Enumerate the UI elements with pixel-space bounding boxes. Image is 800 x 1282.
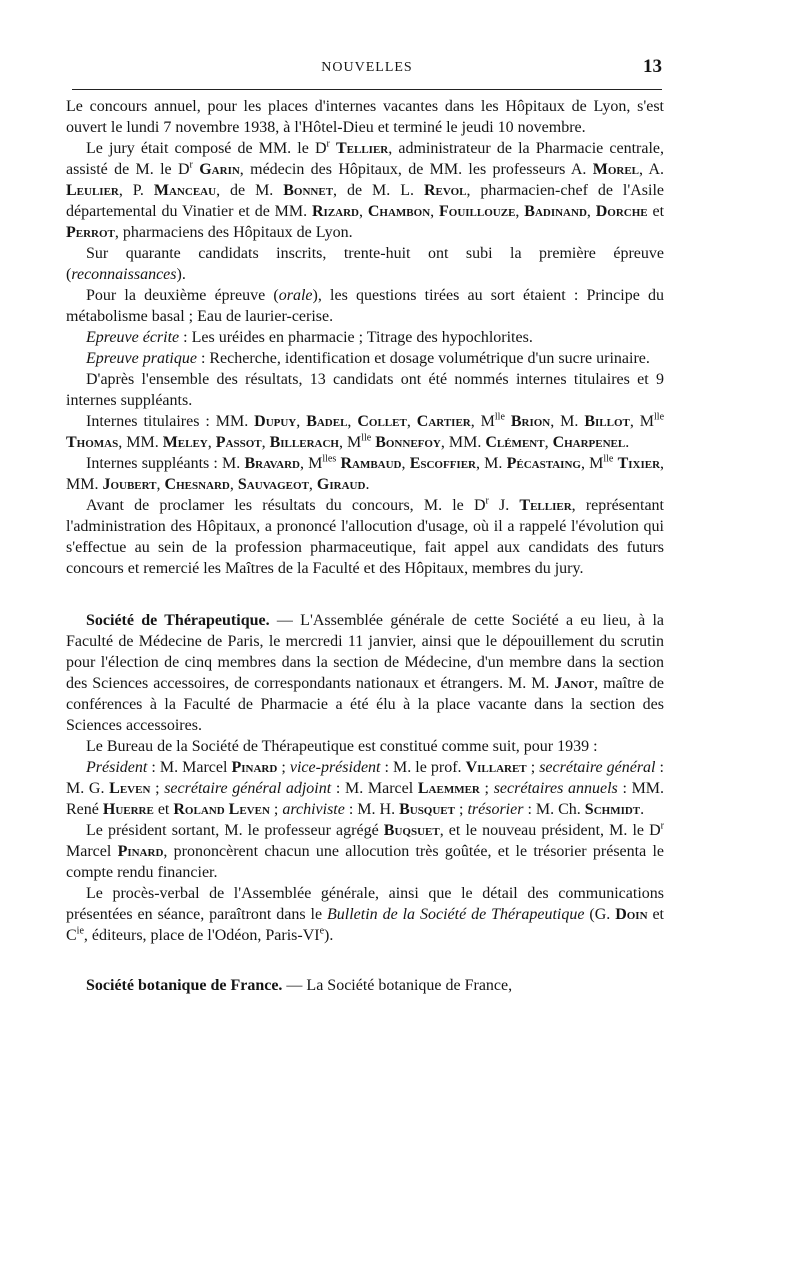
- section-spacer: [66, 579, 664, 610]
- header-rule: [72, 89, 662, 90]
- bureau-paragraph: Le Bureau de la Société de Thérapeutique est constitué comme suit, pour 1939 :: [86, 738, 598, 755]
- titular-interns-paragraph: Internes titulaires : MM. Dupuy, Badel, Collet, Cartier, $M^{lle}$ Brion, M. Billot, $M^{lle}$ Thomas, MM. Meley, Passot, Billerach, $M^{lle}$ Bonnefoy, MM. Clément, Charpenel.: [66, 411, 665, 451]
- botanique-intro-paragraph: Société botanique de France. — La Société botanique de France,: [86, 977, 513, 994]
- written-exam-paragraph: Epreuve écrite : Les uréides en pharmacie ; Titrage des hypochlorites.: [86, 329, 533, 346]
- article-body: [66, 96, 664, 996]
- lyon-intro-paragraph: Le concours annuel, pour les places d'internes vacantes dans les Hôpitaux de Lyon, s'est ouvert le lundi 7 novembre 1938, à l'Hôtel-Dieu et terminé le jeudi 10 novembre.: [66, 98, 664, 136]
- bureau-members-paragraph: Président : M. Marcel Pinard ; vice-président : M. le prof. Villaret ; secrétaire général : M. G. Leven ; secrétaire général adjoint : M. Marcel Laemmer ; secrétaires annuels : MM. René Huerre et Roland Leven ; archiviste : M. H. Busquet ; trésorier : M. Ch. Schmidt.: [66, 759, 665, 818]
- candidates-paragraph: Sur quarante candidats inscrits, trente-huit ont subi la première épreuve (reconnaissances).: [66, 245, 664, 283]
- section-heading-botanique: Société botanique de France.: [86, 977, 283, 994]
- page-number: 13: [643, 56, 662, 77]
- oral-exam-paragraph: Pour la deuxième épreuve (orale), les questions tirées au sort étaient : Principe du métabolisme basal ; Eau de laurier-cerise.: [66, 287, 665, 325]
- speech-paragraph: Avant de proclamer les résultats du concours, M. le $D^r$ J. Tellier, représentant l'administration des Hôpitaux, a prononcé l'allocution d'usage, où il a rappelé l'évolution qui s'effectue au sein de la profession pharmaceutique, fait appel aux candidats des futurs concours et remercié les Maîtres de la Faculté et des Hôpitaux, membres du jury.: [66, 495, 664, 577]
- results-paragraph: D'après l'ensemble des résultats, 13 candidats ont été nommés internes titulaires et 9 internes suppléants.: [66, 371, 664, 409]
- president-paragraph: Le président sortant, M. le professeur agrégé Buqsuet, et le nouveau président, M. le $D^r$ Marcel Pinard, prononcèrent chacun une allocution très goûtée, et le trésorier présenta le compte rendu financier.: [66, 820, 664, 881]
- page-header: [72, 56, 662, 80]
- section-heading-therapeutique: Société de Thérapeutique.: [86, 612, 270, 629]
- practical-exam-paragraph: Epreuve pratique : Recherche, identification et dosage volumétrique d'un sucre urinaire.: [86, 350, 650, 367]
- therapeutique-intro-paragraph: Société de Thérapeutique. — L'Assemblée générale de cette Société a eu lieu, à la Faculté de Médecine de Paris, le mercredi 11 janvier, ainsi que le dépouillement du scrutin pour l'élection de cinq membres dans la section de Médecine, d'un membre dans la section des Sciences accessoires, de correspondants nationaux et étrangers. M. M. Janot, maître de conférences à la Faculté de Pharmacie a été élu à la place vacante dans la section des Sciences accessoires.: [66, 612, 665, 734]
- substitute-interns-paragraph: Internes suppléants : M. Bravard, $M^{lles}$ Rambaud, Escoffier, M. Pécastaing, $M^{lle}$ Tixier, MM. Joubert, Chesnard, Sauvageot, Giraud.: [66, 453, 665, 493]
- running-title: NOUVELLES: [321, 60, 413, 75]
- proceedings-paragraph: Le procès-verbal de l'Assemblée générale, ainsi que le détail des communications présentées en séance, paraîtront dans le Bulletin de la Société de Thérapeutique (G. Doin et $C^{ie}$, éditeurs, place de l'Odéon, Paris-VIe).: [66, 885, 665, 944]
- section-spacer: [66, 946, 664, 975]
- jury-paragraph: Le jury était composé de MM. le $D^r$ Tellier, administrateur de la Pharmacie centrale, assisté de M. le $D^r$ Garin, médecin des Hôpitaux, de MM. les professeurs A. Morel, A. Leulier, P. Manceau, de M. Bonnet, de M. L. Revol, pharmacien-chef de l'Asile départemental du Vinatier et de MM. Rizard, Chambon, Fouillouze, Badinand, Dorche et Perrot, pharmaciens des Hôpitaux de Lyon.: [66, 138, 665, 241]
